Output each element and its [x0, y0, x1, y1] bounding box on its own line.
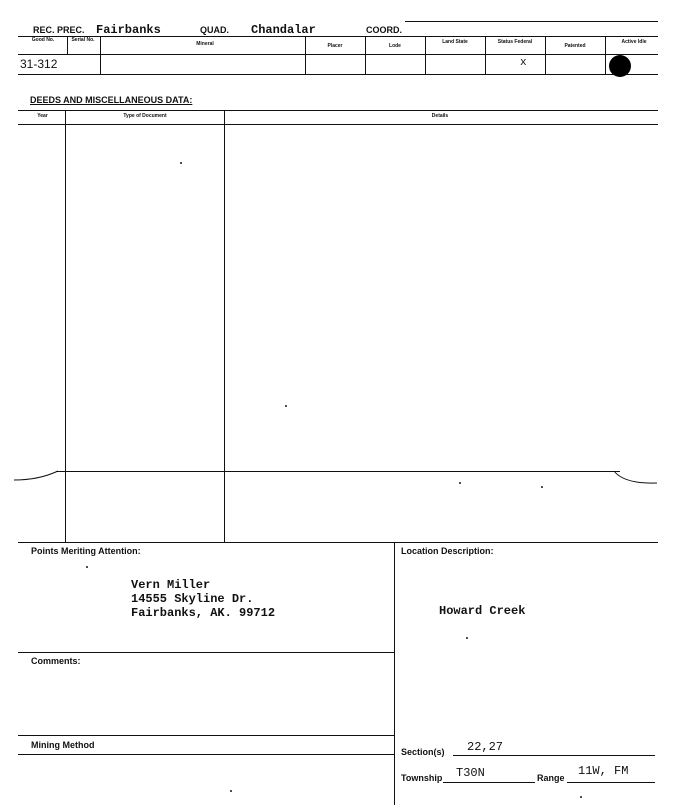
rec-prec-label: REC. PREC. [33, 25, 85, 35]
col-divider [545, 37, 546, 74]
deeds-col-year: Year [37, 113, 48, 119]
speck [285, 405, 287, 407]
col-divider [605, 37, 606, 74]
col-header-placer: Placer [327, 43, 343, 49]
col-header-lode: Lode [389, 43, 401, 49]
speck [180, 162, 182, 164]
mining-method-bottom-rule [18, 754, 394, 755]
deeds-divider-year [65, 110, 66, 542]
col-header-good-no: Good No. [31, 37, 55, 43]
col-header-land-state: Land State [442, 39, 468, 45]
header-top-rule [405, 21, 658, 22]
good-no-value: 31-312 [20, 57, 58, 71]
col-divider [67, 37, 68, 54]
deeds-rule-right-curl [614, 468, 658, 488]
speck [466, 637, 468, 639]
sections-underline [453, 755, 655, 756]
deeds-inner-rule [56, 471, 620, 472]
deeds-top-rule [18, 110, 658, 111]
deeds-divider-type [224, 110, 225, 542]
speck [230, 790, 232, 792]
col-header-patented: Patented [564, 43, 586, 49]
range-value: 11W, FM [578, 764, 629, 778]
col-header-serial-no: Serial No. [71, 37, 95, 43]
coord-label: COORD. [366, 25, 402, 35]
deeds-col-details: Details [431, 113, 449, 119]
col-header-active-idle: Active Idle [621, 39, 647, 45]
location-description-label: Location Description: [401, 546, 494, 556]
col-divider [365, 37, 366, 74]
address-line-3: Fairbanks, AK. 99712 [131, 606, 276, 620]
rec-prec-value: Fairbanks [96, 23, 161, 37]
range-label: Range [537, 773, 565, 783]
header-rule [18, 36, 658, 37]
speck [459, 482, 461, 484]
address-line-2: 14555 Skyline Dr. [131, 592, 254, 606]
speck [86, 566, 88, 568]
mining-method-label: Mining Method [31, 740, 95, 750]
points-meriting-attention-label: Points Meriting Attention: [31, 546, 141, 556]
status-federal-mark: x [520, 57, 527, 69]
col-divider [425, 37, 426, 74]
bottom-center-divider [394, 543, 395, 805]
col-divider [305, 37, 306, 74]
range-underline [567, 782, 655, 783]
deeds-bottom-rule [18, 542, 658, 543]
col-divider [100, 37, 101, 74]
col-header-mineral: Mineral [196, 41, 214, 47]
deeds-section-title: DEEDS AND MISCELLANEOUS DATA: [30, 95, 193, 105]
deeds-rule-left-curl [14, 468, 60, 482]
township-underline [443, 782, 535, 783]
comments-label: Comments: [31, 656, 81, 666]
mining-method-top-rule [18, 735, 394, 736]
claims-row-bottom-rule [18, 74, 658, 75]
active-idle-filled-circle [609, 55, 631, 77]
location-description-text: Howard Creek [439, 604, 526, 618]
column-header-rule [18, 54, 658, 55]
quad-label: QUAD. [200, 25, 229, 35]
sections-label: Section(s) [401, 747, 445, 757]
sections-value: 22,27 [467, 740, 504, 754]
quad-value: Chandalar [251, 23, 316, 37]
address-line-1: Vern Miller [131, 578, 211, 592]
col-divider [485, 37, 486, 74]
deeds-header-rule [18, 124, 658, 125]
speck [580, 796, 582, 798]
col-header-status-federal: Status Federal [497, 39, 533, 45]
deeds-col-type: Type of Document [123, 113, 167, 119]
comments-top-rule [18, 652, 394, 653]
township-label: Township [401, 773, 443, 783]
township-value: T30N [456, 766, 485, 780]
speck [541, 486, 543, 488]
